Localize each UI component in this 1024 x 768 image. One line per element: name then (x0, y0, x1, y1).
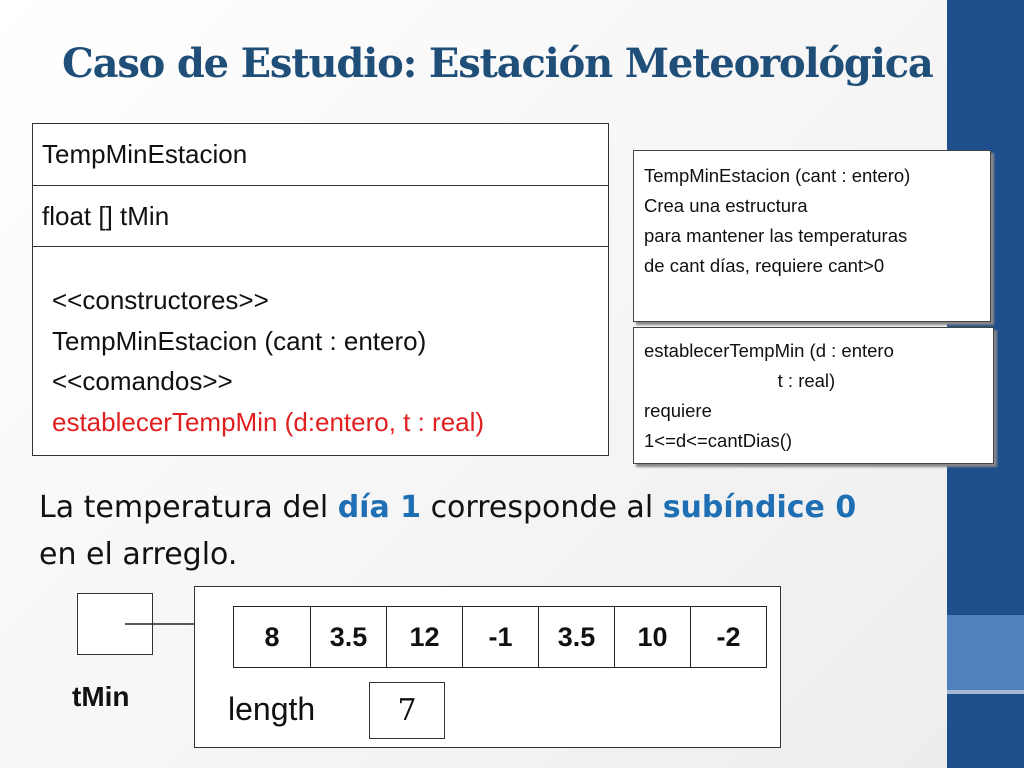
array-cell: 3.5 (310, 607, 386, 667)
uml-class-name-section (33, 124, 608, 186)
uml-attribute-section (33, 186, 608, 247)
uml-stereotype-comandos: <<comandos>> (52, 366, 233, 396)
length-value-box: 7 (369, 682, 445, 739)
side-decoration-line (947, 690, 1024, 694)
note-line: Crea una estructura (644, 195, 808, 216)
uml-methods-section (52, 280, 484, 442)
array-cells (233, 606, 767, 668)
constructor-note (633, 150, 991, 322)
note-line: establecerTempMin (d : entero (644, 340, 894, 361)
note-line: para mantener las temperaturas (644, 225, 908, 246)
uml-class-box (32, 123, 609, 456)
note-line: TempMinEstacion (cant : entero) (644, 165, 911, 186)
array-cell: 3.5 (538, 607, 614, 667)
highlight-subindice-0: subíndice 0 (662, 490, 857, 525)
note-line: requiere (644, 400, 712, 421)
array-cell: 10 (614, 607, 690, 667)
side-decoration-accent (947, 615, 1024, 690)
paragraph-text: La temperatura del (39, 490, 338, 525)
uml-attribute: float [] tMin (42, 201, 170, 231)
uml-class-name: TempMinEstacion (42, 139, 248, 169)
note-line: de cant días, requiere cant>0 (644, 255, 885, 276)
tmin-label: tMin (72, 681, 130, 712)
highlight-dia-1: día 1 (337, 490, 422, 525)
command-note (633, 327, 994, 464)
note-line: 1<=d<=cantDias() (644, 430, 793, 451)
explanation-paragraph (39, 484, 919, 578)
paragraph-text: corresponde al (421, 490, 663, 525)
array-cell: 8 (264, 621, 280, 652)
array-cell: -1 (462, 607, 538, 667)
array-cell: -2 (690, 607, 766, 667)
length-label: length (228, 691, 316, 727)
array-cell: 12 (386, 607, 462, 667)
uml-constructor-signature: TempMinEstacion (cant : entero) (52, 325, 427, 356)
uml-stereotype-constructores: <<constructores>> (52, 285, 269, 315)
slide-title: Caso de Estudio: Estación Meteorológica (62, 40, 933, 87)
note-line: t : real) (644, 370, 836, 391)
paragraph-text: en el arreglo. (39, 537, 238, 572)
uml-command-signature: establecerTempMin (d:entero, t : real) (52, 406, 485, 437)
